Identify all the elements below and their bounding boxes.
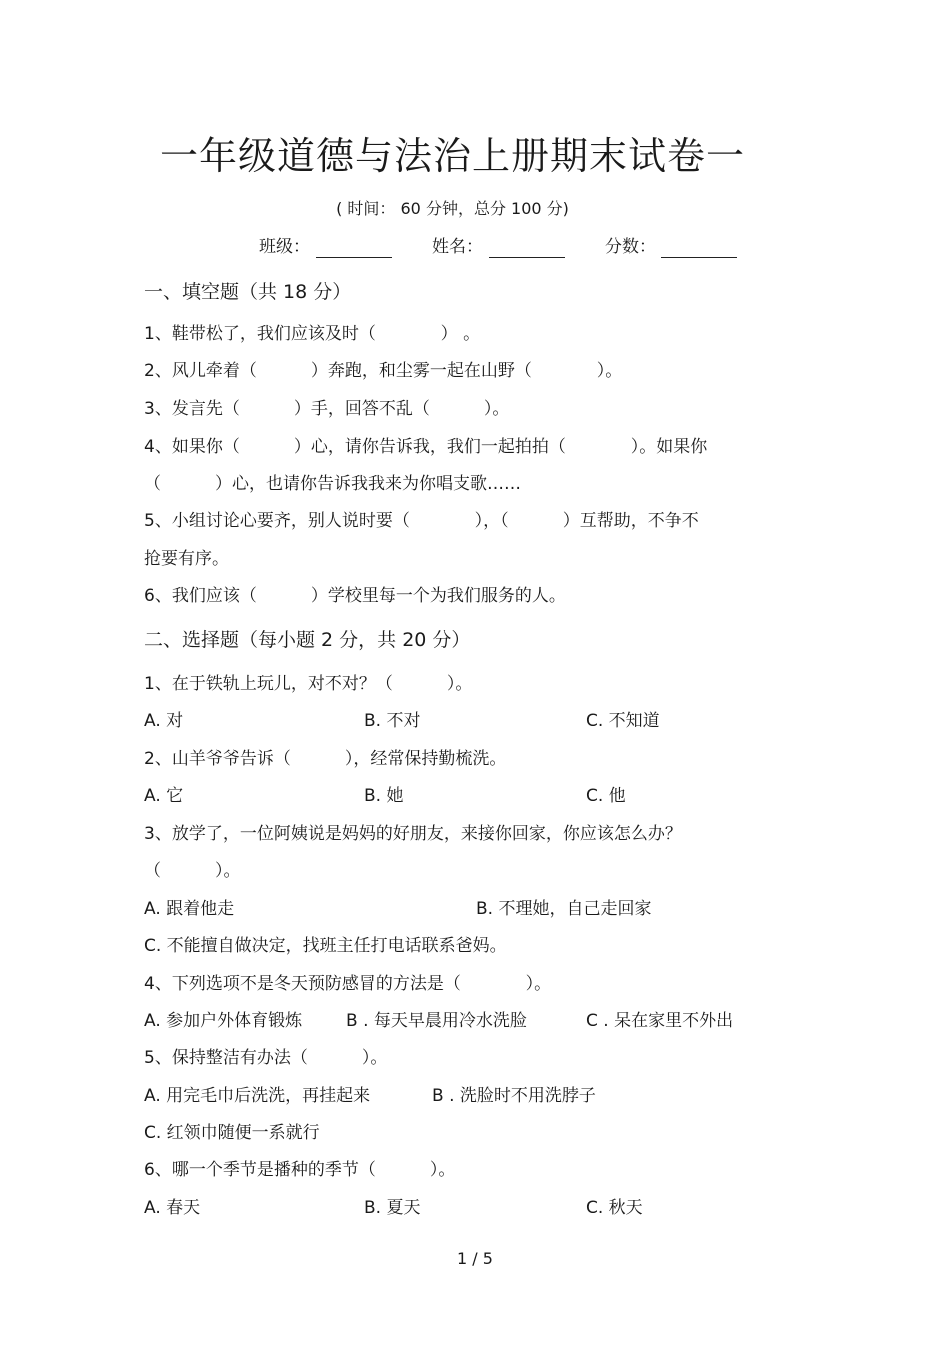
q6-option-c[interactable]: C. 秋天	[586, 1198, 643, 1218]
fill-question-6: 6、我们应该（ ）学校里每一个为我们服务的人。	[144, 586, 566, 606]
score-label: 分数：	[605, 237, 656, 257]
name-blank[interactable]	[489, 257, 565, 258]
q2-option-b[interactable]: B. 她	[364, 786, 404, 806]
fill-question-5-cont: 抢要有序。	[144, 549, 229, 569]
q1-option-b[interactable]: B. 不对	[364, 711, 421, 731]
name-label: 姓名：	[432, 237, 483, 257]
page-number: 1 / 5	[457, 1249, 493, 1268]
q1-option-a[interactable]: A. 对	[144, 711, 184, 731]
q4-option-a[interactable]: A. 参加户外体育锻炼	[144, 1011, 303, 1031]
q3-option-a[interactable]: A. 跟着他走	[144, 899, 235, 919]
exam-info: ( 时间： 60 分钟，总分 100 分)	[336, 199, 569, 218]
choice-question-1: 1、在于铁轨上玩儿，对不对？（ ）。	[144, 674, 473, 694]
choice-question-3-cont: （ ）。	[144, 861, 241, 881]
class-blank[interactable]	[316, 257, 392, 258]
q2-option-a[interactable]: A. 它	[144, 786, 184, 806]
fill-question-4-cont: （ ）心，也请你告诉我我来为你唱支歌……	[144, 474, 522, 494]
q5-option-b[interactable]: B . 洗脸时不用洗脖子	[432, 1086, 596, 1106]
choice-question-5: 5、保持整洁有办法（ ）。	[144, 1048, 388, 1068]
q4-option-c[interactable]: C . 呆在家里不外出	[586, 1011, 734, 1031]
q5-option-a[interactable]: A. 用完毛巾后洗洗，再挂起来	[144, 1086, 371, 1106]
choice-question-3: 3、放学了，一位阿姨说是妈妈的好朋友，来接你回家，你应该怎么办？	[144, 824, 682, 844]
fill-question-3: 3、发言先（ ）手，回答不乱（ ）。	[144, 399, 510, 419]
choice-question-2: 2、山羊爷爷告诉（ ），经常保持勤梳洗。	[144, 749, 507, 769]
score-blank[interactable]	[661, 257, 737, 258]
q6-option-b[interactable]: B. 夏天	[364, 1198, 421, 1218]
choice-question-6: 6、哪一个季节是播种的季节（ ）。	[144, 1160, 456, 1180]
section-heading-fill: 一、填空题（共 18 分）	[144, 281, 352, 303]
q1-option-c[interactable]: C. 不知道	[586, 711, 660, 731]
q3-option-b[interactable]: B. 不理她，自己走回家	[476, 899, 652, 919]
q3-option-c[interactable]: C. 不能擅自做决定，找班主任打电话联系爸妈。	[144, 936, 507, 956]
q2-option-c[interactable]: C. 他	[586, 786, 626, 806]
fill-question-2: 2、风儿牵着（ ）奔跑，和尘雾一起在山野（ ）。	[144, 361, 623, 381]
q4-option-b[interactable]: B . 每天早晨用冷水洗脸	[346, 1011, 527, 1031]
fill-question-5: 5、小组讨论心要齐，别人说时要（ ），（ ）互帮助，不争不	[144, 511, 699, 531]
q5-option-c[interactable]: C. 红领巾随便一系就行	[144, 1123, 320, 1143]
fill-question-1: 1、鞋带松了，我们应该及时（ ） 。	[144, 324, 481, 344]
choice-question-4: 4、下列选项不是冬天预防感冒的方法是（ ）。	[144, 974, 552, 994]
class-label: 班级：	[259, 237, 310, 257]
q6-option-a[interactable]: A. 春天	[144, 1198, 201, 1218]
page-title: 一年级道德与法治上册期末试卷一	[159, 134, 745, 178]
fill-question-4: 4、如果你（ ）心，请你告诉我，我们一起拍拍（ ）。如果你	[144, 437, 708, 457]
section-heading-choice: 二、选择题（每小题 2 分，共 20 分）	[144, 629, 471, 651]
